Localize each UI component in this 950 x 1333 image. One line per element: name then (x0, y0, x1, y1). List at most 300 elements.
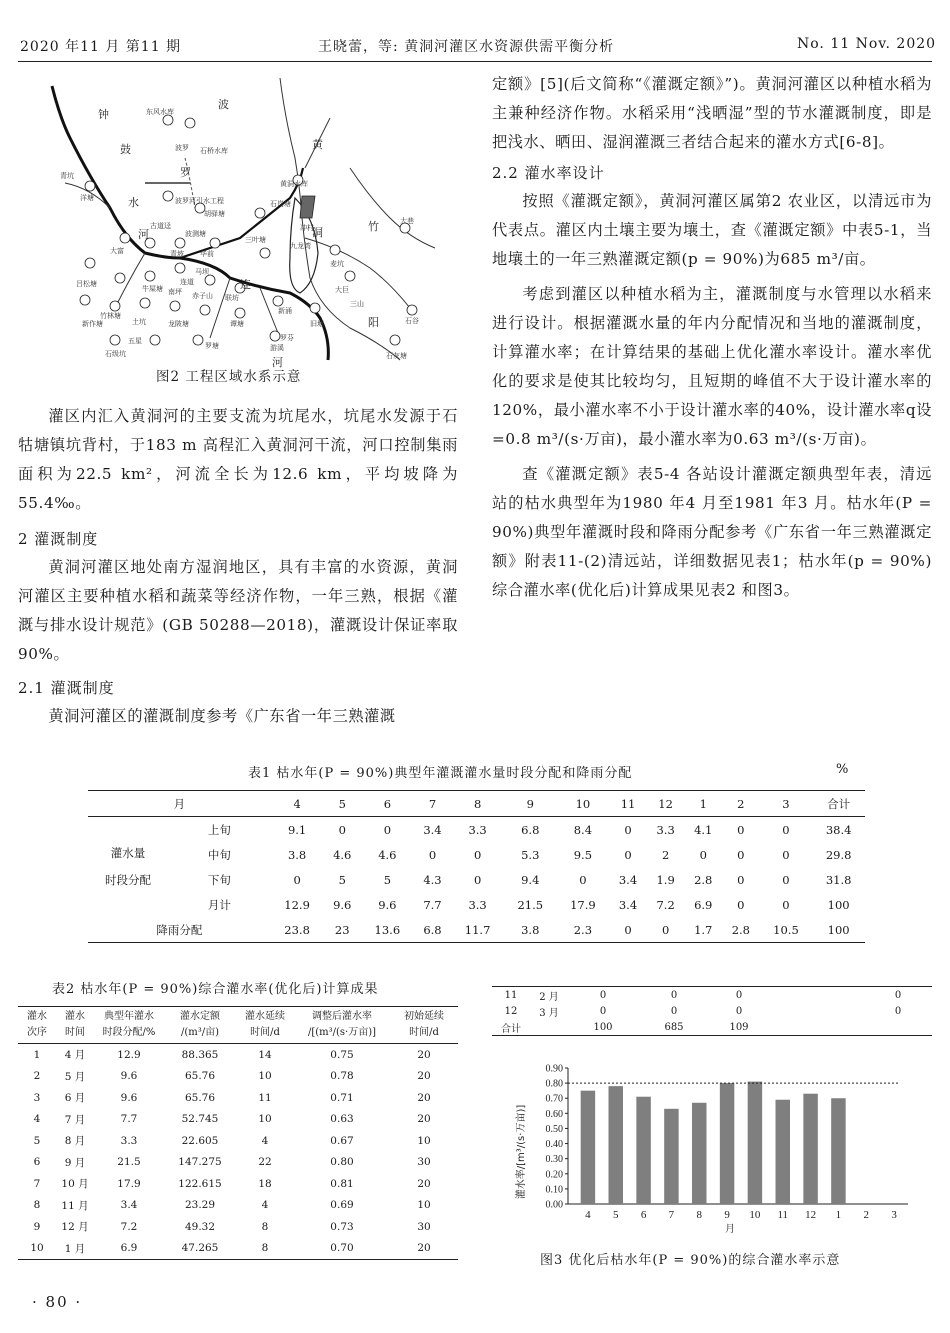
table1-cell: 1.7 (694, 922, 713, 937)
table2-continued-cell: 0 (735, 989, 743, 1001)
table1-cell: 0 (782, 822, 790, 837)
table1-row-label: 下旬 (207, 872, 231, 887)
table2-continued-body (492, 987, 932, 1036)
table2-cell: 11 月 (61, 1199, 89, 1212)
table1-cell-total: 100 (827, 897, 850, 912)
table1-cell: 2 (661, 847, 670, 862)
table1-cell: 9.6 (378, 897, 397, 912)
table2 (18, 1006, 458, 1260)
chart-x-label: 月 (725, 1224, 735, 1235)
paragraph-schedule-start: 黄洞河灌区的灌溉制度参考《广东省一年三熟灌溉 (48, 707, 396, 725)
table2-cell: 0.81 (330, 1177, 354, 1190)
table1-cell: 0 (782, 872, 790, 887)
section-heading-2-2: 2.2 灌水率设计 (492, 164, 605, 182)
table2-row (18, 1238, 458, 1260)
table2-continued (492, 986, 932, 1036)
svg-text:波罗: 波罗 (175, 144, 189, 152)
table1-cell: 3.3 (656, 822, 675, 837)
table2-header-line: 时间/d (250, 1027, 280, 1038)
table1-cell: 0 (428, 847, 437, 862)
table1-cell: 0 (624, 822, 632, 837)
table1-cell: 10.5 (773, 922, 799, 937)
svg-text:三叶塘: 三叶塘 (245, 236, 266, 244)
table1-row (88, 867, 865, 892)
svg-text:大巷: 大巷 (400, 217, 414, 225)
svg-text:波测塘: 波测塘 (185, 230, 206, 238)
table1-cell: 3.3 (468, 897, 487, 912)
svg-text:东风水库: 东风水库 (146, 108, 174, 116)
table1-cell: 0 (661, 922, 670, 937)
table2-continued-row (492, 1019, 932, 1036)
table1-cell: 6.8 (521, 822, 540, 837)
table2-continued-cell (768, 987, 864, 1004)
table2-cell: 10 (417, 1199, 431, 1212)
table1-cell: 11.7 (464, 922, 491, 937)
svg-text:大富: 大富 (110, 247, 124, 255)
chart-y-tick-label: 0.50 (545, 1123, 563, 1135)
table2-cell: 12 月 (61, 1221, 89, 1234)
chart-y-tick-label: 0.30 (545, 1154, 563, 1166)
table1-cell: 9.4 (521, 872, 540, 887)
svg-text:河: 河 (138, 228, 149, 241)
svg-text:马坝: 马坝 (195, 268, 209, 276)
table2-cell: 9.6 (120, 1070, 138, 1083)
table1-cell: 5 (383, 872, 392, 887)
table2-cell: 0.63 (330, 1113, 354, 1126)
table2-cell: 1 (33, 1048, 41, 1061)
svg-text:赤子山: 赤子山 (192, 292, 213, 300)
table2-cell: 49.32 (184, 1220, 216, 1233)
table1-group-label-2: 时段分配 (105, 873, 151, 887)
table1-cell: 23 (334, 922, 350, 937)
table2-cell: 10 (30, 1242, 44, 1255)
table2-cell: 4 (33, 1113, 41, 1126)
chart-x-tick-label: 5 (613, 1209, 619, 1221)
table2-header-line: 灌水延续 (245, 1011, 285, 1022)
table1-header-cell: 12 (658, 796, 673, 811)
table1-cell: 7.7 (423, 897, 442, 912)
table2-header-cell (390, 1007, 458, 1044)
table2-cell: 0.80 (330, 1156, 354, 1169)
chart-x-tick-label: 2 (863, 1209, 869, 1221)
table2-row (18, 1087, 458, 1109)
table2-cell: 8 月 (64, 1135, 86, 1148)
table1-cell: 2.3 (573, 922, 593, 937)
paragraph-schedule-cont: 定额》[5](后文简称“《灌溉定额》”)。黄洞河灌区以种植水稻为主兼种经济作物。水稻采用“浅晒湿”型的节水灌溉制度，即是把浅水、晒田、湿润灌溉三者结合起来的灌水方式[6-8]。 (492, 75, 932, 151)
table1-cell: 0 (782, 847, 790, 862)
svg-text:旧塘: 旧塘 (310, 320, 324, 328)
table1-header-cell: 4 (293, 796, 301, 811)
table1-cell: 0 (579, 872, 587, 887)
table2-header-row (18, 1007, 458, 1044)
table1-cell: 4.6 (378, 847, 397, 862)
table1-header-cell: 3 (782, 796, 790, 811)
table2-continued-row (492, 1003, 932, 1019)
table2-continued-cell: 109 (729, 1021, 749, 1033)
svg-text:石级坑: 石级坑 (105, 350, 126, 358)
table1 (88, 790, 865, 943)
chart-y-tick-label: 0.90 (545, 1063, 563, 1075)
table2-continued-cell: 0 (599, 989, 607, 1001)
table2-row (18, 1130, 458, 1152)
svg-text:竹: 竹 (368, 220, 379, 233)
table2-continued-cell: 2 月 (539, 991, 559, 1003)
table1-header-cell: 9 (526, 796, 534, 811)
table2-continued-cell (768, 1019, 864, 1036)
paragraph-tributary: 灌区内汇入黄洞河的主要支流为坑尾水，坑尾水发源于石牯塘镇坑背村，于183 m 高程汇入黄洞河干流，河口控制集雨面积为22.5 km²，河流全长为12.6 km，平均坡降为55.4‰。 (18, 407, 458, 512)
table2-cell: 47.265 (181, 1242, 219, 1255)
svg-text:波: 波 (218, 98, 229, 111)
table2-cell: 10 (258, 1113, 272, 1126)
chart-x-tick-label: 8 (696, 1209, 702, 1221)
table2-continued-cell: 合计 (501, 1023, 521, 1035)
table1-cell: 0 (699, 847, 707, 862)
table2-cell: 6 (33, 1156, 41, 1169)
paragraph-typical-year: 查《灌溉定额》表5-4 各站设计灌溉定额典型年表，清远站的枯水典型年为1980 年4 月至1981 年3 月。枯水年(P = 90%)典型年灌溉时段和降雨分配参考《广东省一年三熟灌溉定额》附表11-(2)清远站，详细数据见表1；枯水年(p = 90%)综合灌水率(优化后)计算成果见表2 和图3。 (492, 465, 932, 599)
table2-continued-cell: 0 (894, 1005, 902, 1017)
table2-header-line: 时间 (65, 1027, 85, 1038)
table2-cell: 0.71 (330, 1091, 354, 1104)
svg-text:大巨: 大巨 (335, 286, 349, 294)
svg-text:罗: 罗 (180, 166, 191, 179)
table2-row (18, 1216, 458, 1238)
chart-x-tick-label: 4 (585, 1209, 591, 1221)
table1-cell: 3.4 (618, 872, 638, 887)
svg-text:连: 连 (240, 278, 251, 291)
table1-cell: 0 (737, 822, 745, 837)
svg-text:吕松塘: 吕松塘 (76, 280, 97, 288)
table1-rain-label: 降雨分配 (156, 922, 203, 937)
table1-cell: 17.9 (570, 897, 596, 912)
table2-cell: 20 (417, 1113, 431, 1126)
figure3-caption: 图3 优化后枯水年(P = 90%)的综合灌水率示意 (540, 1253, 841, 1268)
table2-cell: 21.5 (117, 1156, 141, 1169)
irrigation-rate-chart (500, 1054, 920, 1239)
figure2-caption: 图2 工程区域水系示意 (156, 369, 302, 385)
table1-cell: 5.3 (521, 847, 540, 862)
table2-cell: 3 (33, 1091, 41, 1104)
table2-header-line: 灌水定额 (180, 1011, 220, 1022)
table1-cell: 4.3 (423, 872, 442, 887)
table2-cell: 1 月 (64, 1242, 86, 1255)
svg-text:阳: 阳 (368, 316, 379, 329)
table2-cell: 8 (261, 1220, 269, 1233)
table1-cell: 9.6 (333, 897, 352, 912)
svg-text:石灰塘: 石灰塘 (386, 352, 407, 360)
table1-cell: 0 (737, 872, 745, 887)
table1-cell-total: 38.4 (825, 822, 852, 837)
table2-cell: 20 (417, 1177, 431, 1190)
svg-text:谭塘: 谭塘 (230, 320, 244, 328)
table2-header-line: 次序 (27, 1027, 47, 1038)
header-volume: No. 11 Nov. 2020 (797, 36, 937, 52)
svg-text:古道迳: 古道迳 (150, 222, 171, 230)
svg-text:罗塘: 罗塘 (205, 342, 219, 350)
chart-bar (720, 1083, 734, 1204)
chart-bar (581, 1091, 595, 1204)
table2-header-line: 调整后灌水率 (312, 1011, 372, 1022)
chart-x-tick-label: 6 (640, 1209, 647, 1221)
svg-text:青坡: 青坡 (170, 250, 184, 258)
chart-bar (636, 1097, 650, 1204)
table1-header-cell: 1 (699, 796, 707, 811)
table2-cell: 12.9 (117, 1048, 141, 1061)
table2-header-line: 灌水 (27, 1011, 47, 1022)
svg-text:石岗塘: 石岗塘 (270, 200, 291, 208)
table2-cell: 8 (261, 1242, 269, 1255)
table2-cell: 22.605 (181, 1134, 219, 1147)
table1-row-label: 中旬 (207, 847, 231, 862)
chart-bar (803, 1094, 817, 1204)
chart-y-tick-label: 0.20 (545, 1169, 563, 1181)
svg-text:三山: 三山 (350, 300, 364, 308)
table2-continued-cell: 11 (504, 989, 518, 1001)
table2-continued-cell: 0 (670, 1005, 678, 1017)
header-issue: 2020 年11 月 第11 期 (20, 39, 182, 55)
table1-header-cell: 2 (737, 796, 745, 811)
table2-cell: 0.73 (330, 1220, 354, 1233)
table2-cell: 9 月 (64, 1156, 86, 1169)
table2-cell: 3.4 (120, 1199, 138, 1212)
table1-cell: 6.8 (423, 922, 442, 937)
svg-text:竹林塘: 竹林塘 (100, 312, 121, 320)
table2-header-line: /(m³/亩) (180, 1027, 220, 1038)
table2-header-cell (294, 1007, 390, 1044)
table2-continued-cell (768, 1003, 864, 1019)
svg-text:牛屎塘: 牛屎塘 (142, 285, 163, 293)
table1-cell: 2.8 (694, 872, 713, 887)
paragraph-irrigation: 黄洞河灌区地处南方湿润地区，具有丰富的水资源，黄洞河灌区主要种植水稻和蔬菜等经济作物，一年三熟，根据《灌溉与排水设计规范》(GB 50288—2018)，灌溉设计保证率取90%。 (18, 558, 458, 663)
table2-row (18, 1109, 458, 1131)
table1-cell: 3.8 (521, 922, 540, 937)
chart-y-tick-label: 0.60 (545, 1108, 563, 1120)
page-number: · 80 · (32, 1293, 83, 1311)
section-heading-2: 2 灌溉制度 (18, 530, 99, 548)
svg-text:五星: 五星 (128, 337, 142, 345)
table2-header-cell (164, 1007, 236, 1044)
chart-bar (831, 1098, 845, 1204)
svg-text:冲村: 冲村 (300, 224, 314, 232)
svg-text:河: 河 (272, 356, 283, 369)
water-system-map (50, 78, 445, 369)
table2-cell: 65.76 (184, 1091, 216, 1104)
table1-group-label (88, 817, 168, 918)
table1-cell: 8.4 (573, 822, 593, 837)
svg-text:洋塘: 洋塘 (80, 194, 94, 202)
table2-cell: 20 (417, 1048, 431, 1061)
table1-cell: 12.9 (284, 897, 310, 912)
section-heading-2-1: 2.1 灌溉制度 (18, 679, 115, 697)
table2-cell: 0.67 (330, 1134, 354, 1147)
table1-cell: 0 (737, 847, 745, 862)
table2-cell: 18 (258, 1177, 272, 1190)
paragraph-optimization: 考虑到灌区以种植水稻为主，灌溉制度与水管理以水稻来进行设计。根据灌溉水量的年内分配情况和当地的灌溉制度，计算灌水率；在计算结果的基础上优化灌水率设计。灌水率优化的要求是使其比较均匀，且短期的峰值不大于设计灌水率的120%，最小灌水率不小于设计灌水率的40%，设计灌水率q设=0.8 m³/(s·万亩)，最小灌水率为0.63 m³/(s·万亩)。 (492, 285, 932, 448)
table2-cell: 7 月 (64, 1113, 86, 1126)
table1-cell: 9.5 (573, 847, 593, 862)
table2-header-line: 时间/d (409, 1027, 439, 1038)
chart-x-tick-label: 11 (777, 1209, 789, 1221)
table1-cell: 0 (624, 922, 632, 937)
left-column (18, 402, 458, 731)
table2-row (18, 1044, 458, 1066)
table1-cell: 3.4 (618, 897, 638, 912)
svg-text:土坑: 土坑 (132, 318, 146, 326)
table2-cell: 0.75 (330, 1048, 354, 1061)
table2-cell: 8 (33, 1199, 41, 1212)
table2-body (18, 1044, 458, 1260)
table2-continued-cell (864, 1019, 932, 1036)
table1-header-cell: 11 (620, 796, 636, 811)
table1-cell: 7.2 (656, 897, 675, 912)
table2-cell: 6.9 (120, 1242, 138, 1255)
table2-cell: 0.69 (330, 1199, 354, 1212)
table1-cell: 0 (338, 822, 346, 837)
table1-cell: 6.9 (694, 897, 713, 912)
chart-bar (664, 1109, 678, 1204)
table2-cell: 17.9 (117, 1177, 141, 1190)
table2-cell: 9 (33, 1220, 41, 1233)
table1-header-cell: 8 (473, 796, 482, 811)
table2-cell: 2 (33, 1070, 41, 1083)
chart-bar (748, 1082, 762, 1204)
table1-cell: 0 (473, 872, 482, 887)
table1-cell: 13.6 (374, 922, 401, 937)
svg-text:鼓: 鼓 (120, 143, 131, 156)
table2-cell: 0.78 (330, 1070, 354, 1083)
table1-cell: 5 (338, 872, 346, 887)
table2-cell: 22 (258, 1156, 272, 1169)
table2-cell: 5 月 (64, 1070, 86, 1083)
svg-text:钟: 钟 (98, 108, 109, 121)
table2-continued-cell: 0 (894, 989, 902, 1001)
table2-header-line: 灌水 (65, 1011, 85, 1022)
table1-group-label-1: 灌水量 (110, 846, 146, 860)
chart-y-tick-label: 0.10 (545, 1184, 563, 1196)
svg-text:新作塘: 新作塘 (82, 320, 103, 328)
table1-cell: 0 (383, 822, 392, 837)
svg-text:石谷: 石谷 (405, 317, 419, 325)
table1-rain-row (88, 917, 865, 943)
table1-cell: 0 (624, 847, 632, 862)
table2-continued-cell: 0 (735, 1005, 743, 1017)
table2-cell: 23.29 (184, 1199, 216, 1212)
chart-bar (609, 1086, 623, 1204)
table2-cell: 5 (33, 1134, 41, 1147)
table2-cell: 20 (417, 1070, 431, 1083)
table1-cell-total: 29.8 (825, 847, 852, 862)
table1-cell: 3.3 (468, 822, 487, 837)
table1-cell-total: 100 (827, 922, 850, 937)
table2-cell: 20 (417, 1091, 431, 1104)
table1-header-total: 合计 (827, 796, 851, 811)
table2-continued-cell: 0 (599, 1005, 607, 1017)
chart-y-label: 灌水率/[m³/(s·万亩)] (516, 1104, 527, 1200)
table2-cell: 6 月 (64, 1092, 86, 1105)
table1-cell: 23.8 (284, 922, 310, 937)
table1-cell: 0 (782, 897, 790, 912)
table2-header-cell (18, 1007, 56, 1044)
table1-cell-total: 31.8 (825, 872, 852, 887)
table2-cell: 14 (258, 1048, 272, 1061)
table1-row (88, 817, 865, 843)
table1-cell: 2.8 (731, 922, 750, 937)
header-title: 王晓蕾，等: 黄洞河灌区水资源供需平衡分析 (318, 39, 615, 55)
table2-row (18, 1066, 458, 1088)
table1-row-label: 上旬 (207, 822, 231, 837)
table1-cell: 0 (737, 897, 745, 912)
table2-cell: 9.6 (120, 1091, 138, 1104)
svg-text:麦坑: 麦坑 (330, 260, 344, 268)
table2-cell: 4 月 (64, 1049, 86, 1062)
table1-header-month: 月 (173, 796, 186, 811)
svg-text:水: 水 (128, 196, 139, 209)
table2-header-line: /[(m³/(s·万亩)] (307, 1027, 377, 1038)
paragraph-zone: 按照《灌溉定额》，黄洞河灌区属第2 农业区，以清远市为代表点。灌区内土壤主要为壤土，查《灌溉定额》中表5-1，当地壤土的一年三熟灌溉定额(p = 90%)为685 m³/亩。 (492, 192, 932, 268)
table2-cell: 30 (417, 1156, 431, 1169)
table2-header-line: 初始延续 (404, 1011, 444, 1022)
table1-title: 表1 枯水年(P = 90%)典型年灌溉灌水量时段分配和降雨分配 (248, 766, 633, 781)
svg-text:胡驿塘: 胡驿塘 (204, 210, 225, 218)
table2-continued-cell: 0 (670, 989, 678, 1001)
table2-row (18, 1195, 458, 1217)
table2-row (18, 1173, 458, 1195)
table1-row (88, 892, 865, 917)
chart-x-tick-label: 9 (724, 1209, 730, 1221)
svg-text:龙陂塘: 龙陂塘 (168, 320, 189, 328)
chart-y-tick-label: 0.80 (545, 1078, 563, 1090)
table2-header-cell (94, 1007, 164, 1044)
table2-continued-cell: 12 (504, 1005, 518, 1017)
svg-text:青坑: 青坑 (60, 172, 74, 180)
table2-header-line: 时段分配/% (102, 1027, 156, 1038)
chart-y-tick-label: 0.40 (545, 1139, 563, 1151)
table1-cell: 3.4 (423, 822, 442, 837)
table2-continued-cell: 3 月 (539, 1007, 559, 1019)
table1-cell: 0 (293, 872, 301, 887)
table2-cell: 65.76 (184, 1070, 216, 1083)
table1-header-cell: 6 (383, 796, 392, 811)
header-rule (18, 61, 932, 62)
svg-text:洞: 洞 (312, 226, 323, 239)
table2-cell: 10 月 (61, 1178, 89, 1191)
table2-cell: 88.365 (181, 1048, 219, 1061)
table2-cell: 3.3 (120, 1134, 138, 1147)
chart-y-tick-label: 0.70 (545, 1093, 563, 1105)
table2-cell: 122.615 (178, 1177, 222, 1190)
table2-row (18, 1152, 458, 1174)
svg-text:新涌: 新涌 (278, 307, 292, 315)
table1-cell: 4.1 (694, 822, 713, 837)
chart-x-tick-label: 12 (805, 1209, 817, 1221)
table1-header-row (88, 791, 865, 817)
chart-bar (776, 1100, 790, 1204)
table2-continued-cell (530, 1019, 568, 1036)
table2-continued-row (492, 987, 932, 1004)
svg-text:联坊: 联坊 (225, 294, 239, 302)
table1-header-cell: 5 (338, 796, 346, 811)
table1-row-label: 月计 (207, 897, 231, 912)
svg-text:连道: 连道 (180, 278, 194, 286)
table2-cell: 4 (261, 1134, 269, 1147)
table2-cell: 7 (33, 1177, 41, 1190)
chart-x-tick-label: 1 (835, 1209, 842, 1221)
svg-text:罗芬: 罗芬 (280, 334, 294, 342)
chart-bar (692, 1103, 706, 1204)
svg-text:游溪: 游溪 (270, 344, 284, 352)
table2-header-cell (56, 1007, 94, 1044)
table1-header-cell: 7 (428, 796, 437, 811)
svg-text:华前: 华前 (200, 250, 214, 258)
